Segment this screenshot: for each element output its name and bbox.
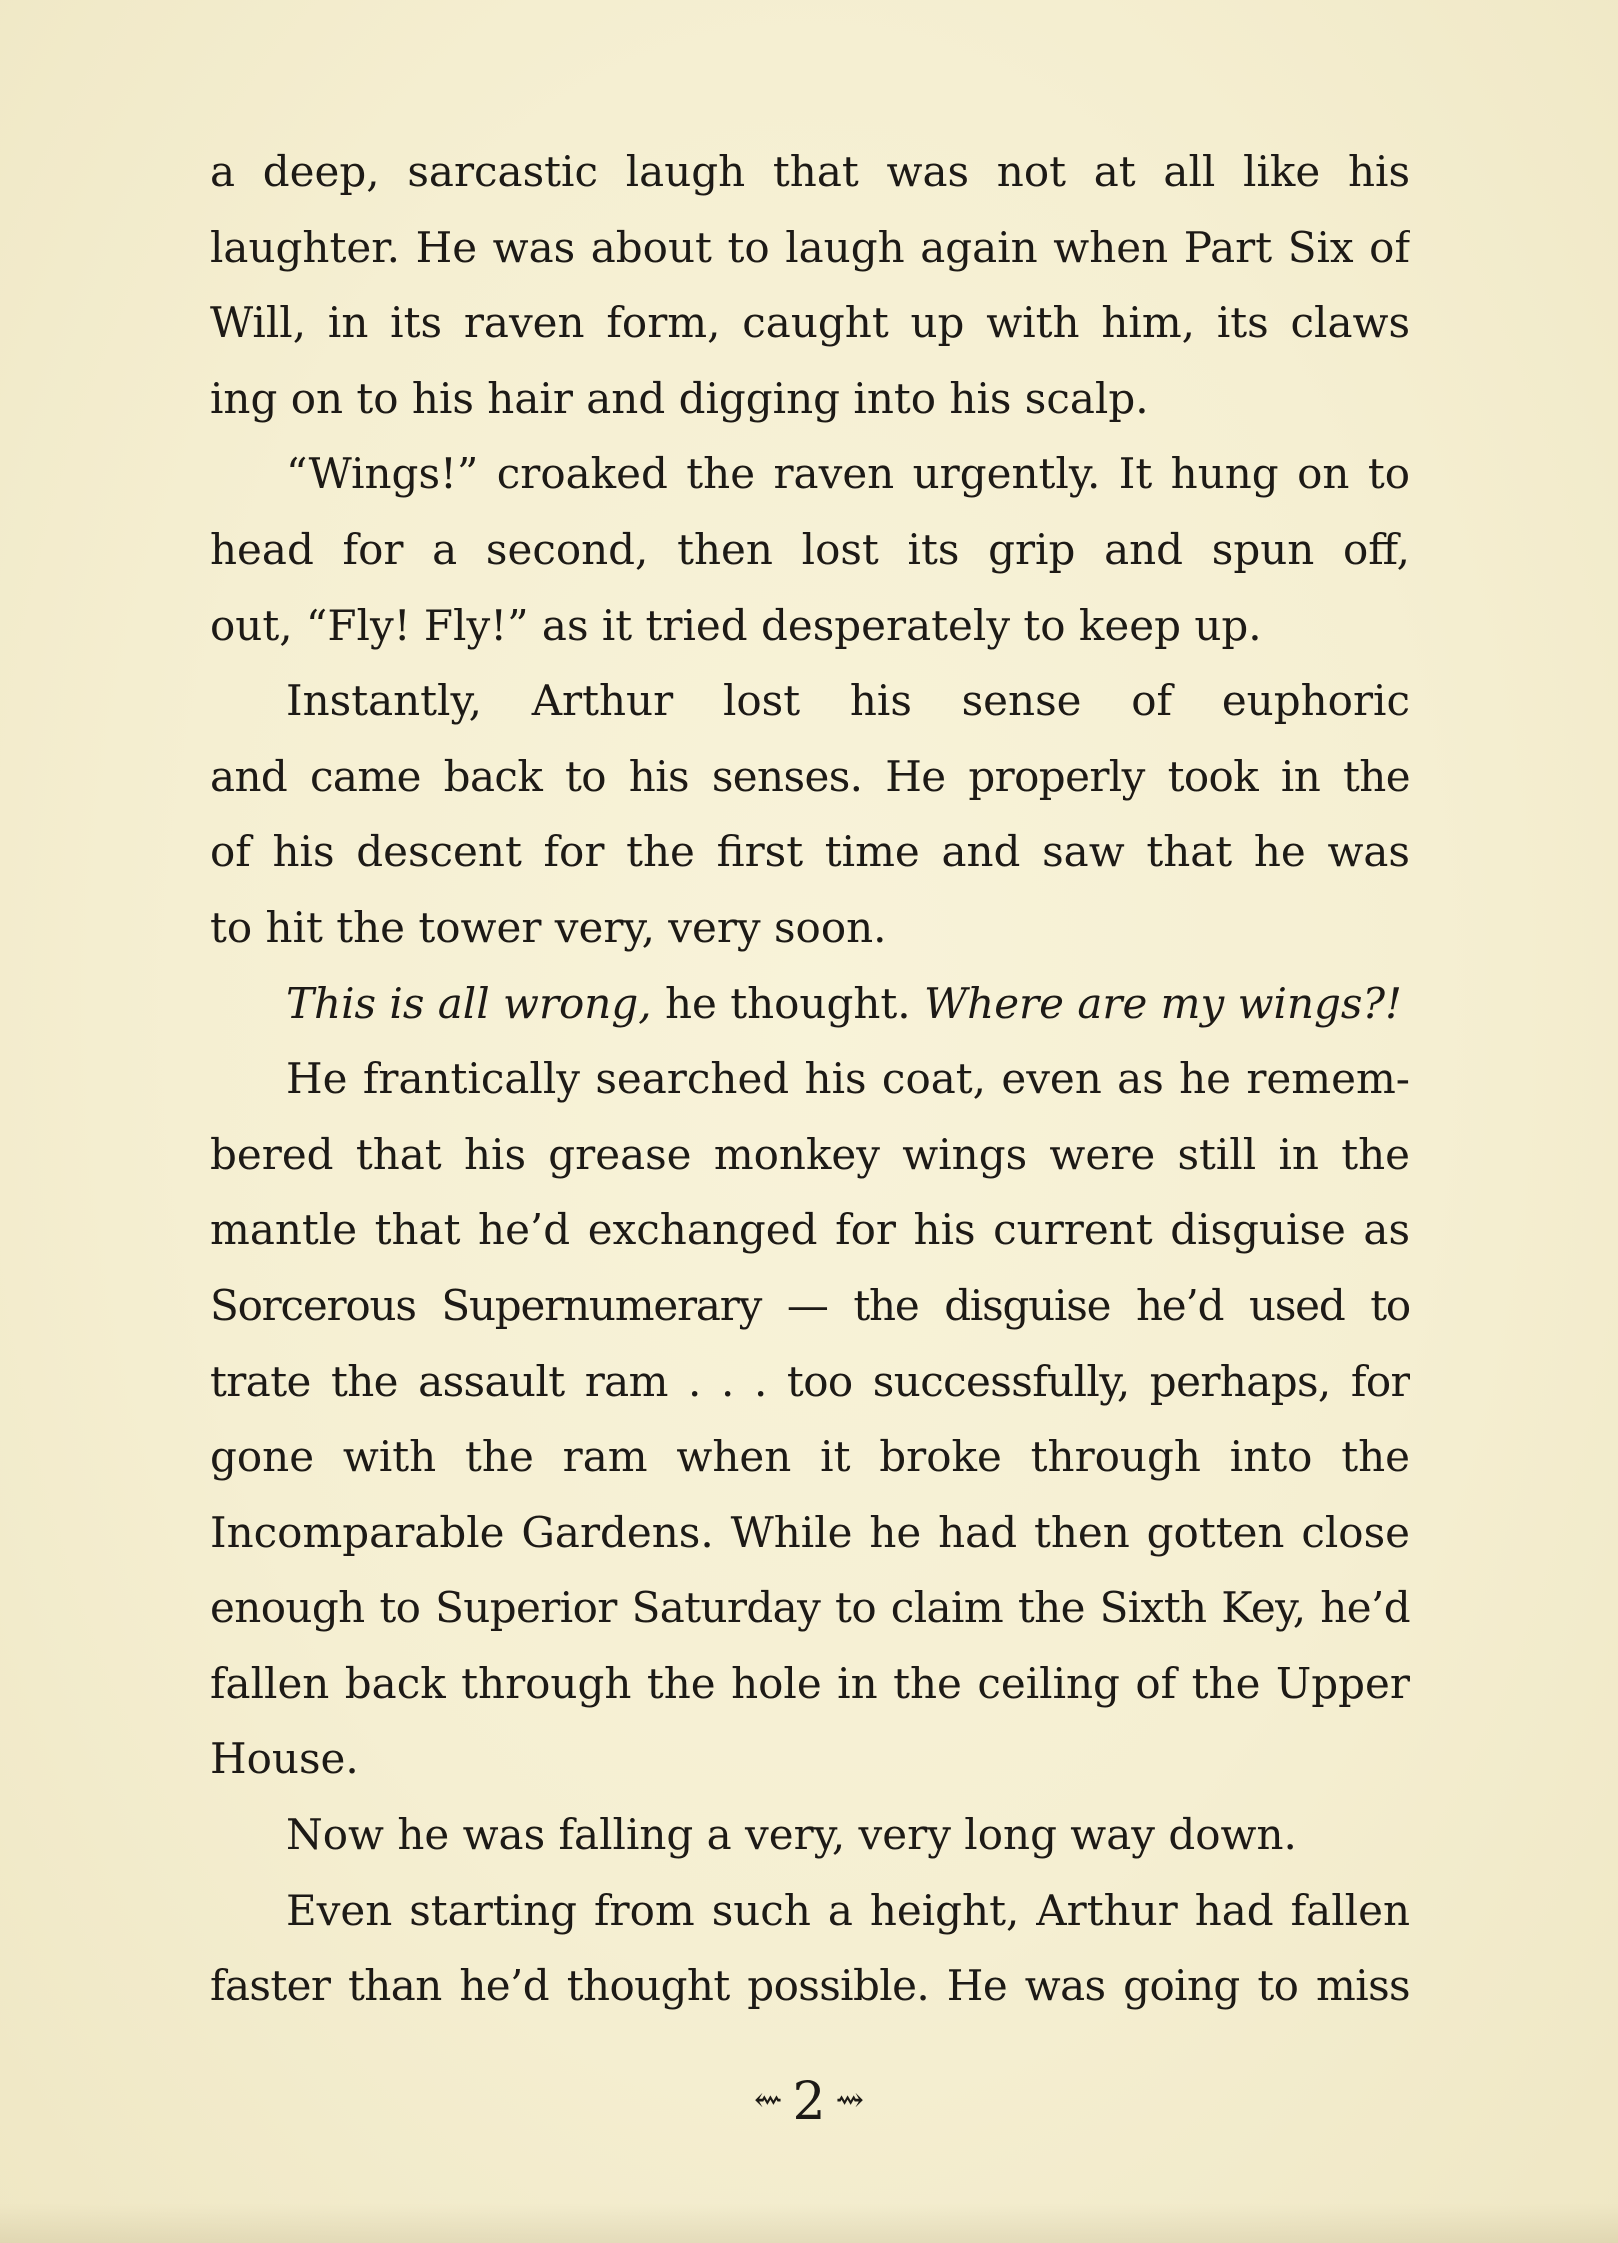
right-ornament-icon: ⇝ — [835, 2079, 865, 2120]
text-line: mantle that he’d exchanged for his current disguise as — [210, 1205, 1410, 1255]
text-line — [210, 966, 1410, 1042]
text-line: Instantly, Arthur lost his sense of euphoric — [286, 676, 1410, 726]
text-line: ing on to his hair and digging into his scalp. — [210, 373, 1149, 423]
text-line: Will, in its raven form, caught up with him, its claws — [210, 298, 1410, 348]
text-line: Now he was falling a very, very long way down. — [286, 1810, 1297, 1860]
body-text — [210, 134, 1410, 2024]
text-line: laughter. He was about to laugh again when Part Six of — [210, 222, 1410, 272]
text-line: faster than he’d thought possible. He was going to miss — [210, 1961, 1410, 2011]
italic-thought-1: This is all wrong, — [286, 978, 652, 1028]
text-line: Incomparable Gardens. While he had then gotten close — [210, 1507, 1410, 1557]
text-line: “Wings!” croaked the raven urgently. It hung on to — [286, 449, 1410, 499]
italic-thought-2: Where are my wings?! — [923, 978, 1402, 1028]
text-line: to hit the tower very, very soon. — [210, 902, 887, 952]
text-line: He frantically searched his coat, even as he remem- — [286, 1054, 1410, 1104]
page-number — [0, 2072, 1618, 2132]
text-line: gone with the ram when it broke through into the — [210, 1432, 1410, 1482]
thought-plain-text: he thought. — [651, 978, 924, 1028]
text-line: Even starting from such a height, Arthur had fallen — [286, 1885, 1410, 1935]
text-line: and came back to his senses. He properly took in the — [210, 751, 1410, 801]
text-line: Sorcerous Supernumerary — the disguise he’d used to — [210, 1280, 1410, 1330]
text-line: trate the assault ram . . . too successfully, perhaps, for — [210, 1356, 1410, 1406]
text-line: House. — [210, 1734, 359, 1784]
text-line: of his descent for the first time and saw that he was — [210, 827, 1410, 877]
left-ornament-icon: ⇜ — [753, 2079, 783, 2120]
text-line: head for a second, then lost its grip and spun off, — [210, 524, 1410, 574]
text-line: enough to Superior Saturday to claim the Sixth Key, he’d — [210, 1583, 1410, 1633]
text-line: a deep, sarcastic laugh that was not at all like his — [210, 147, 1410, 196]
text-line: out, “Fly! Fly!” as it tried desperately to keep up. — [210, 600, 1262, 650]
text-line: fallen back through the hole in the ceiling of the Upper — [210, 1658, 1410, 1708]
text-line: bered that his grease monkey wings were still in the — [210, 1129, 1410, 1179]
page-number-value: 2 — [792, 2072, 826, 2132]
